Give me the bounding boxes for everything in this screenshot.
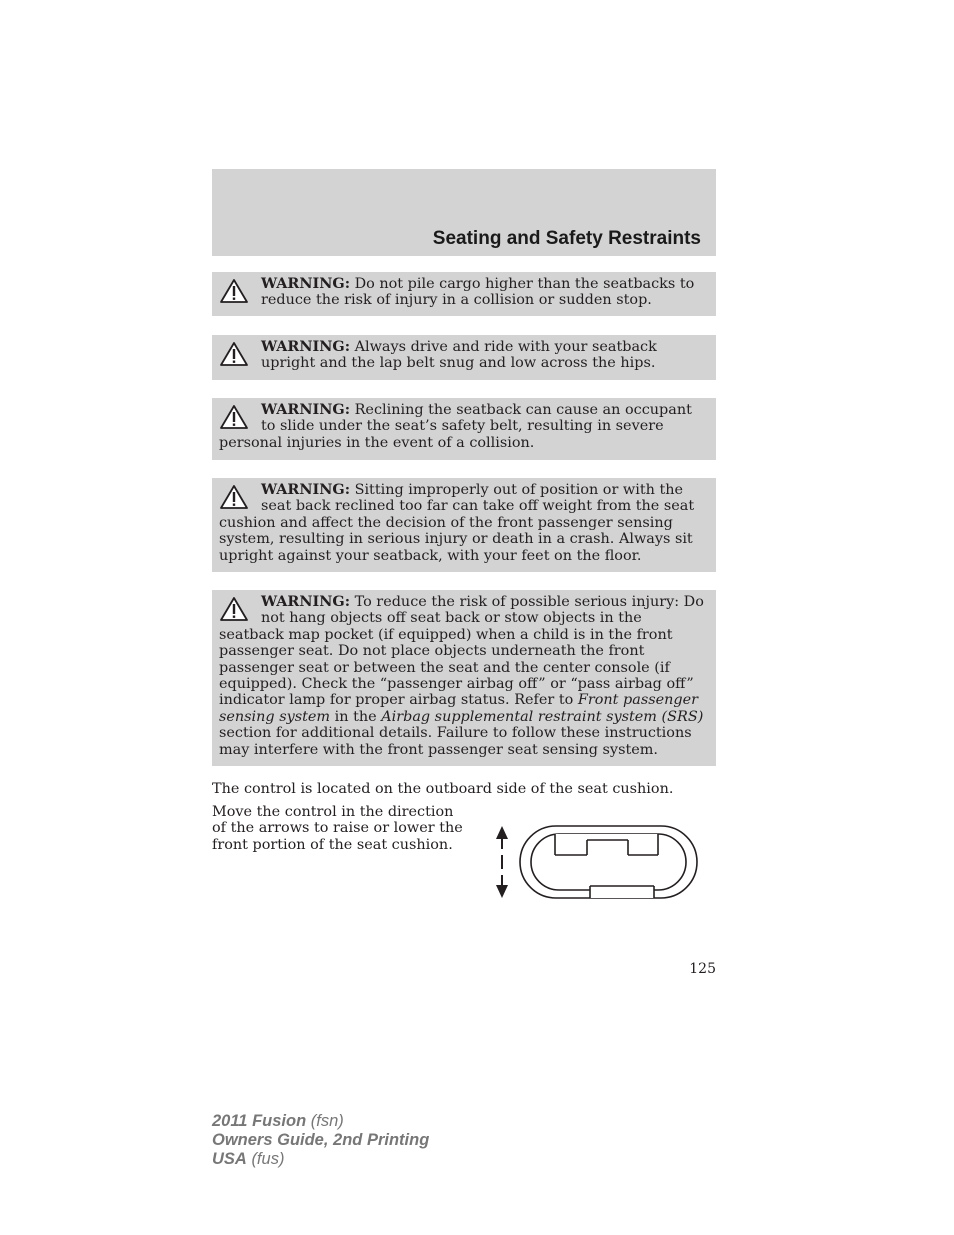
- warning-box: [212, 478, 716, 572]
- footer-imprint: [212, 1112, 429, 1169]
- section-header-band: [212, 169, 716, 256]
- warning-label: WARNING:: [261, 338, 351, 355]
- up-down-arrow-icon: [496, 826, 508, 898]
- cross-reference-link[interactable]: Front passenger sensing system: [219, 692, 698, 725]
- body-paragraph: The control is located on the outboard side of the seat cushion.: [212, 781, 674, 797]
- warning-label: WARNING:: [261, 593, 351, 610]
- warning-triangle-icon: [219, 596, 249, 622]
- warning-box: [212, 590, 716, 766]
- warning-triangle-icon: [219, 278, 249, 304]
- warning-text: Do not pile cargo higher than the seatbacks to reduce the risk of injury in a collision or sudden stop.: [261, 276, 695, 309]
- warning-text: section for additional details. Failure to follow these instructions may interfere with the front passenger seat sensing system.: [219, 725, 692, 758]
- section-title: Seating and Safety Restraints: [432, 228, 701, 249]
- footer-model: 2011 Fusion: [212, 1112, 307, 1130]
- page-number: 125: [689, 961, 716, 977]
- warning-label: WARNING:: [261, 481, 351, 498]
- warning-text: Sitting improperly out of position or with the seat back reclined too far can take off weight from the seat cushion and affect the decision of the front passenger sensing system, resulting in serious injury or death in a crash. Always sit upright against your seatback, with your feet on the floor.: [219, 482, 695, 564]
- seat-cushion-control-icon: [520, 826, 697, 898]
- warning-label: WARNING:: [261, 275, 351, 292]
- warning-text: To reduce the risk of possible serious injury: Do not hang objects off seat back or stow objects in the seatback map pocket (if equipped) when a child is in the front passenger seat. Do not place objects underneath the front passenger seat or between the seat and the center console (if equipped). Check the “passenger airbag off” or “pass airbag off” indicator lamp for proper airbag status. Refer to: [219, 594, 704, 709]
- warning-triangle-icon: [219, 404, 249, 430]
- warning-text: Reclining the seatback can cause an occupant to slide under the seat’s safety belt, resulting in severe personal injuries in the event of a collision.: [219, 402, 692, 451]
- warning-triangle-icon: [219, 484, 249, 510]
- warning-label: WARNING:: [261, 401, 351, 418]
- warning-box: [212, 398, 716, 460]
- seat-cushion-control-figure: [488, 820, 704, 904]
- body-paragraph: Move the control in the direction of the arrows to raise or lower the front portion of the seat cushion.: [212, 804, 463, 853]
- cross-reference-link[interactable]: Airbag supplemental restraint system (SRS): [381, 708, 704, 725]
- footer-edition: Owners Guide, 2nd Printing: [212, 1131, 430, 1149]
- warning-box: [212, 335, 716, 380]
- warning-text: in the: [334, 708, 377, 725]
- footer-model-code: (fsn): [310, 1112, 344, 1130]
- warning-text: Always drive and ride with your seatback upright and the lap belt snug and low across the hips.: [261, 339, 657, 372]
- footer-market-code: (fus): [251, 1150, 285, 1168]
- warning-triangle-icon: [219, 341, 249, 367]
- footer-market: USA: [212, 1150, 247, 1168]
- warning-box: [212, 272, 716, 316]
